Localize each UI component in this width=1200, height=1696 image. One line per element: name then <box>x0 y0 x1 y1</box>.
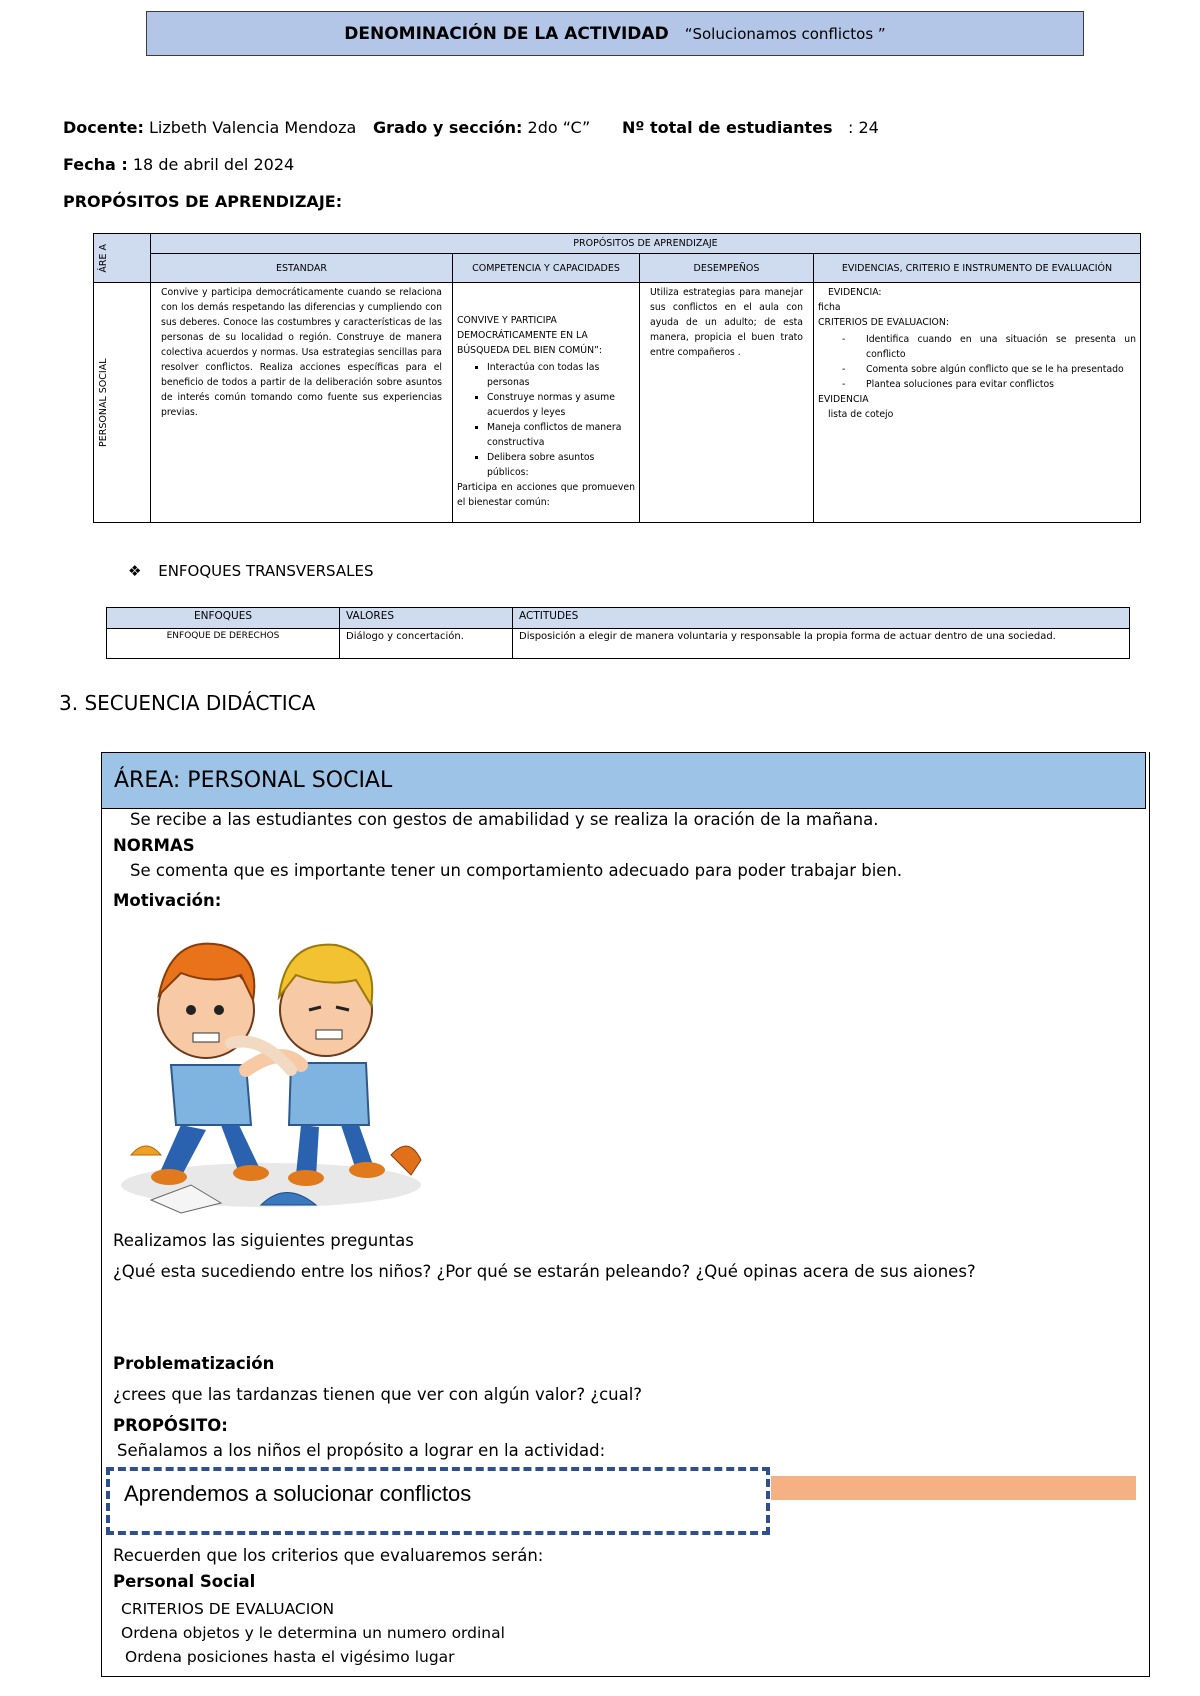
subject-label: Personal Social <box>113 1572 256 1591</box>
criteria-list <box>818 332 1136 392</box>
grade-value: 2do “C” <box>527 118 591 137</box>
purpose-intro: Señalamos a los niños el propósito a lograr en la actividad: <box>117 1441 606 1460</box>
competence-cell <box>453 283 640 523</box>
capacities-list <box>457 360 635 480</box>
competence-tail: Participa en acciones que promueven el bienestar común: <box>457 482 635 508</box>
criteria-label: CRITERIOS DE EVALUACION: <box>818 317 949 328</box>
capacity-item: ▪ Delibera sobre asuntos públicos: <box>487 450 635 480</box>
area-name: PERSONAL SOCIAL <box>98 358 109 447</box>
students-label: Nº total de estudiantes <box>622 118 833 137</box>
teacher-name: Lizbeth Valencia Mendoza <box>149 118 357 137</box>
orange-highlight-bar <box>771 1476 1136 1500</box>
teacher-label: Docente: <box>63 118 144 137</box>
evidence-cell <box>814 283 1141 523</box>
criteria-intro: Recuerden que los criterios que evaluaremos serán: <box>113 1546 544 1565</box>
norms-label: NORMAS <box>113 836 195 855</box>
activity-name: “Solucionamos conflictos ” <box>684 24 886 43</box>
group-header: PROPÓSITOS DE APRENDIZAJE <box>151 234 1141 254</box>
students-value: : 24 <box>848 118 879 137</box>
performance-cell: Utiliza estrategias para manejar sus conflictos en el aula con ayuda de un adulto; de esta manera, propicia el buen trato entre compañeros . <box>640 283 814 523</box>
problem-label: Problematización <box>113 1354 275 1373</box>
fighting-kids-illustration <box>111 915 426 1218</box>
enfoque-cell: ENFOQUE DE DERECHOS <box>107 629 340 659</box>
area-title: ÁREA: PERSONAL SOCIAL <box>101 752 1146 809</box>
area-header-cell <box>94 234 151 283</box>
problem-text: ¿crees que las tardanzas tienen que ver con algún valor? ¿cual? <box>113 1385 643 1404</box>
capacity-item: ▪ Maneja conflictos de manera constructiva <box>487 420 635 450</box>
criterion-item: - Plantea soluciones para evitar conflictos <box>866 377 1136 392</box>
enfoques-col: ENFOQUES <box>107 608 340 629</box>
col-competence: COMPETENCIA Y CAPACIDADES <box>453 254 640 283</box>
date-line <box>63 155 294 174</box>
col-evidence: EVIDENCIAS, CRITERIO E INSTRUMENTO DE EVALUACIÓN <box>814 254 1141 283</box>
valores-col: VALORES <box>340 608 513 629</box>
actitud-cell: Disposición a elegir de manera voluntaria y responsable la propia forma de actuar dentro de una sociedad. <box>513 629 1130 659</box>
criterion-item: - Identifica cuando en una situación se presenta un conflicto <box>866 332 1136 362</box>
evidence-label: EVIDENCIA: <box>828 287 882 298</box>
instrument-value: lista de cotejo <box>828 409 894 420</box>
activity-title: DENOMINACIÓN DE LA ACTIVIDAD <box>344 23 669 44</box>
grade-line <box>373 118 590 137</box>
questions-text: ¿Qué esta sucediendo entre los niños? ¿Por qué se estarán peleando? ¿Qué opinas acera de sus aiones? <box>113 1262 976 1281</box>
area-cell <box>94 283 151 523</box>
teacher-line <box>63 118 356 137</box>
criterion-item: - Comenta sobre algún conflicto que se le ha presentado <box>866 362 1136 377</box>
evidence-value: ficha <box>818 302 841 313</box>
capacity-item: ▪ Interactúa con todas las personas <box>487 360 635 390</box>
diamond-bullet-icon: ❖ <box>128 562 142 580</box>
sequence-criterion: Ordena posiciones hasta el vigésimo lugar <box>125 1648 455 1666</box>
date-value: 18 de abril del 2024 <box>132 155 295 174</box>
col-performance: DESEMPEÑOS <box>640 254 814 283</box>
questions-intro: Realizamos las siguientes preguntas <box>113 1231 414 1250</box>
valor-cell: Diálogo y concertación. <box>340 629 513 659</box>
instrument-label: EVIDENCIA <box>818 394 869 405</box>
motivation-label: Motivación: <box>113 891 222 910</box>
activity-title-banner <box>146 11 1084 56</box>
purpose-label: PROPÓSITO: <box>113 1416 228 1435</box>
sequence-criteria-label: CRITERIOS DE EVALUACION <box>121 1600 335 1618</box>
purposes-table <box>93 233 1141 523</box>
area-header: ÁRE A <box>98 243 109 273</box>
enfoques-heading-line <box>128 562 373 580</box>
col-standard: ESTANDAR <box>151 254 453 283</box>
competence-title: CONVIVE Y PARTICIPA DEMOCRÁTICAMENTE EN LA BÚSQUEDA DEL BIEN COMÚN”: <box>457 315 603 356</box>
purposes-heading: PROPÓSITOS DE APRENDIZAJE: <box>63 192 343 211</box>
sequence-heading: 3. SECUENCIA DIDÁCTICA <box>59 691 316 715</box>
date-label: Fecha : <box>63 155 128 174</box>
actitudes-col: ACTITUDES <box>513 608 1130 629</box>
grade-label: Grado y sección: <box>373 118 523 137</box>
enfoques-table <box>106 607 1130 659</box>
welcome-text: Se recibe a las estudiantes con gestos de amabilidad y se realiza la oración de la mañana. <box>130 810 879 829</box>
sequence-criterion: Ordena objetos y le determina un numero ordinal <box>121 1624 505 1642</box>
standard-cell: Convive y participa democráticamente cuando se relaciona con los demás respetando las diferencias y cumpliendo con sus deberes. Conoce las costumbres y características de las personas de su localidad o región. Construye de manera colectiva acuerdos y normas. Usa estrategias sencillas para resolver conflictos. Realiza acciones específicas para el beneficio de todos a partir de la deliberación sobre asuntos de interés común tomando como fuente sus experiencias previas. <box>151 283 453 523</box>
goal-box: Aprendemos a solucionar conflictos <box>106 1467 770 1535</box>
norms-text: Se comenta que es importante tener un comportamiento adecuado para poder trabajar bien. <box>130 861 903 880</box>
capacity-item: ▪ Construye normas y asume acuerdos y leyes <box>487 390 635 420</box>
enfoques-heading: ENFOQUES TRANSVERSALES <box>158 562 374 580</box>
